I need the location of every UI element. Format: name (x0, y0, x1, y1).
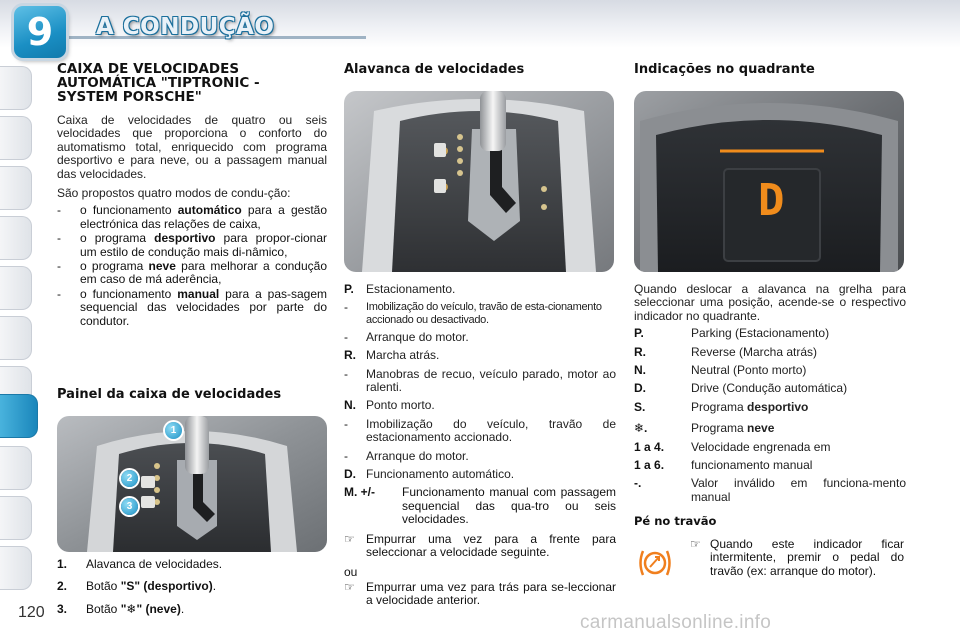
panel-captions (57, 558, 327, 625)
column-gearbox-intro (57, 62, 327, 329)
legend-key: 1 a 4. (634, 439, 665, 454)
callout-2: 2 (121, 470, 138, 487)
lever-dash: - (344, 448, 348, 463)
lever-push-back (344, 581, 616, 608)
chapter-tab-1[interactable] (0, 66, 32, 110)
mode-item-snow: - o programa neve para melhorar a condução em caso de má aderência, (57, 259, 328, 287)
display-legend (634, 283, 906, 504)
legend-key: R. (634, 344, 646, 359)
legend-desc: Velocidade engrenada em (691, 439, 831, 454)
legend-key: P. (634, 326, 644, 341)
legend-key: D. (634, 381, 646, 396)
chapter-badge[interactable]: 9 (14, 6, 66, 58)
chapter-tab-5[interactable] (0, 266, 32, 310)
legend-key: 1 a 6. (634, 458, 665, 473)
column-gear-lever (344, 62, 616, 77)
chapter-tab-11[interactable] (0, 496, 32, 540)
gearbox-panel-photo (57, 416, 327, 552)
lever-manual-row (344, 486, 616, 526)
watermark: carmanualsonline.info (580, 612, 772, 633)
lever-items (344, 283, 616, 481)
lever-key-p: P. (344, 282, 354, 296)
legend-desc: Valor inválido em funciona-mento manual (691, 476, 906, 504)
lever-dash: - (344, 329, 348, 344)
legend-desc: Programa desportivo (691, 399, 809, 414)
display-legend-list (634, 327, 906, 504)
lever-desc-p: Estacionamento. (366, 282, 456, 296)
chapter-tab-6[interactable] (0, 316, 32, 360)
chapter-tab-4[interactable] (0, 216, 32, 260)
gearbox-intro-text: Caixa de velocidades de quatro ou seis velocidades que proporciona o conforto do automatismo total, enriquecido com programa desportivo e para neve, ou a passagem manual das velocidades. (57, 113, 327, 181)
pointer-icon: ☞ (344, 531, 355, 546)
lever-desc-m: Funcionamento manual com passagem sequencial das qua-tro ou seis velocidades. (402, 485, 616, 527)
chapter-tab-10[interactable] (0, 446, 32, 490)
lever-key-d: D. (344, 467, 356, 482)
legend-key: N. (634, 363, 646, 378)
section-heading-panel: Painel da caixa de velocidades (57, 387, 282, 402)
snow-icon: ❄. (634, 421, 648, 436)
brake-warning-icon (637, 548, 673, 578)
callout-1: 1 (165, 422, 182, 439)
chapter-tab-3[interactable] (0, 166, 32, 210)
lever-dash: - (344, 366, 348, 381)
legend-desc: Parking (Estacionamento) (691, 326, 830, 341)
lever-desc-d: Funcionamento automático. (366, 467, 515, 482)
legend-key: S. (634, 399, 646, 414)
lever-dash: - (344, 300, 348, 315)
brake-note (690, 538, 904, 578)
legend-desc: Drive (Condução automática) (691, 381, 848, 396)
lever-desc-forward: Empurrar uma vez para a frente para seleccionar a velocidade seguinte. (366, 531, 616, 560)
pointer-icon: ☞ (690, 537, 701, 551)
lever-key-m: M. +/- (344, 485, 376, 500)
chapter-tab-12[interactable] (0, 546, 32, 590)
or-text: ou (344, 564, 358, 579)
section-heading-gearbox: CAIXA DE VELOCIDADES AUTOMÁTICA "TIPTRONIC - SYSTEM PORSCHE" (57, 61, 260, 105)
chapter-tab-9-active[interactable] (0, 394, 38, 438)
legend-desc: Programa neve (691, 421, 775, 436)
caption-2: 2. Botão "S" (desportivo). (57, 579, 217, 594)
lever-desc-p-start: Arranque do motor. (366, 329, 469, 344)
lever-dash: - (344, 416, 348, 431)
gear-indicator: D (758, 175, 785, 226)
modes-intro-text: São propostos quatro modos de condu-ção: (57, 186, 291, 201)
chapter-tabs (0, 58, 34, 578)
section-heading-brake: Pé no travão (634, 514, 717, 528)
page-title: A CONDUÇÃO (96, 14, 275, 40)
lever-desc-back: Empurrar uma vez para trás para se-leccionar a velocidade anterior. (366, 579, 616, 608)
callout-3: 3 (121, 498, 138, 515)
lever-push-forward (344, 533, 616, 560)
lever-desc-n-start: Arranque do motor. (366, 448, 469, 463)
caption-3: 3. Botão "❄" (neve). (57, 601, 185, 616)
legend-desc: Neutral (Ponto morto) (691, 363, 807, 378)
section-heading-lever: Alavanca de velocidades (344, 62, 525, 77)
lever-key-r: R. (344, 348, 356, 363)
legend-key: -. (634, 476, 642, 491)
lever-key-n: N. (344, 398, 356, 413)
pointer-icon: ☞ (344, 579, 355, 594)
column-display (634, 62, 906, 77)
section-heading-display: Indicações no quadrante (634, 62, 815, 77)
legend-desc: funcionamento manual (691, 458, 813, 473)
chapter-tab-2[interactable] (0, 116, 32, 160)
display-intro-text: Quando deslocar a alavanca na grelha para seleccionar uma posição, acende-se o respectivo indicador no quadrante. (634, 282, 906, 323)
legend-desc: Reverse (Marcha atrás) (691, 344, 818, 359)
brake-note-text: Quando este indicador ficar intermitente, premir o pedal do travão (ex: arranque do motor). (710, 537, 904, 578)
page-header (0, 0, 960, 60)
mode-item-sport: - o programa desportivo para propor-cionar um estilo de condução mais di-nâmico, (57, 231, 327, 259)
instrument-display-photo (634, 91, 904, 272)
modes-list (57, 204, 327, 328)
lever-desc-n: Ponto morto. (366, 398, 435, 413)
lever-desc-r: Marcha atrás. (366, 348, 440, 363)
mode-item-automatic: - o funcionamento automático para a gestão electrónica das relações de caixa, (57, 203, 328, 231)
mode-item-manual: - o funcionamento manual para a pas-sagem sequencial das velocidades por parte do condutor. (57, 286, 328, 328)
lever-desc-n-detail: Imobilização do veículo, travão de estacionamento accionado. (366, 416, 616, 445)
caption-1: 1. Alavanca de velocidades. (57, 557, 223, 571)
page-number: 120 (18, 604, 45, 621)
lever-desc-r-detail: Manobras de recuo, veículo parado, motor ao ralenti. (366, 366, 616, 395)
lever-positions-list (344, 283, 616, 608)
gear-lever-photo (344, 91, 614, 272)
lever-desc-p-detail: Imobilização do veículo, travão de esta-cionamento accionado ou desactivado. (366, 301, 602, 326)
